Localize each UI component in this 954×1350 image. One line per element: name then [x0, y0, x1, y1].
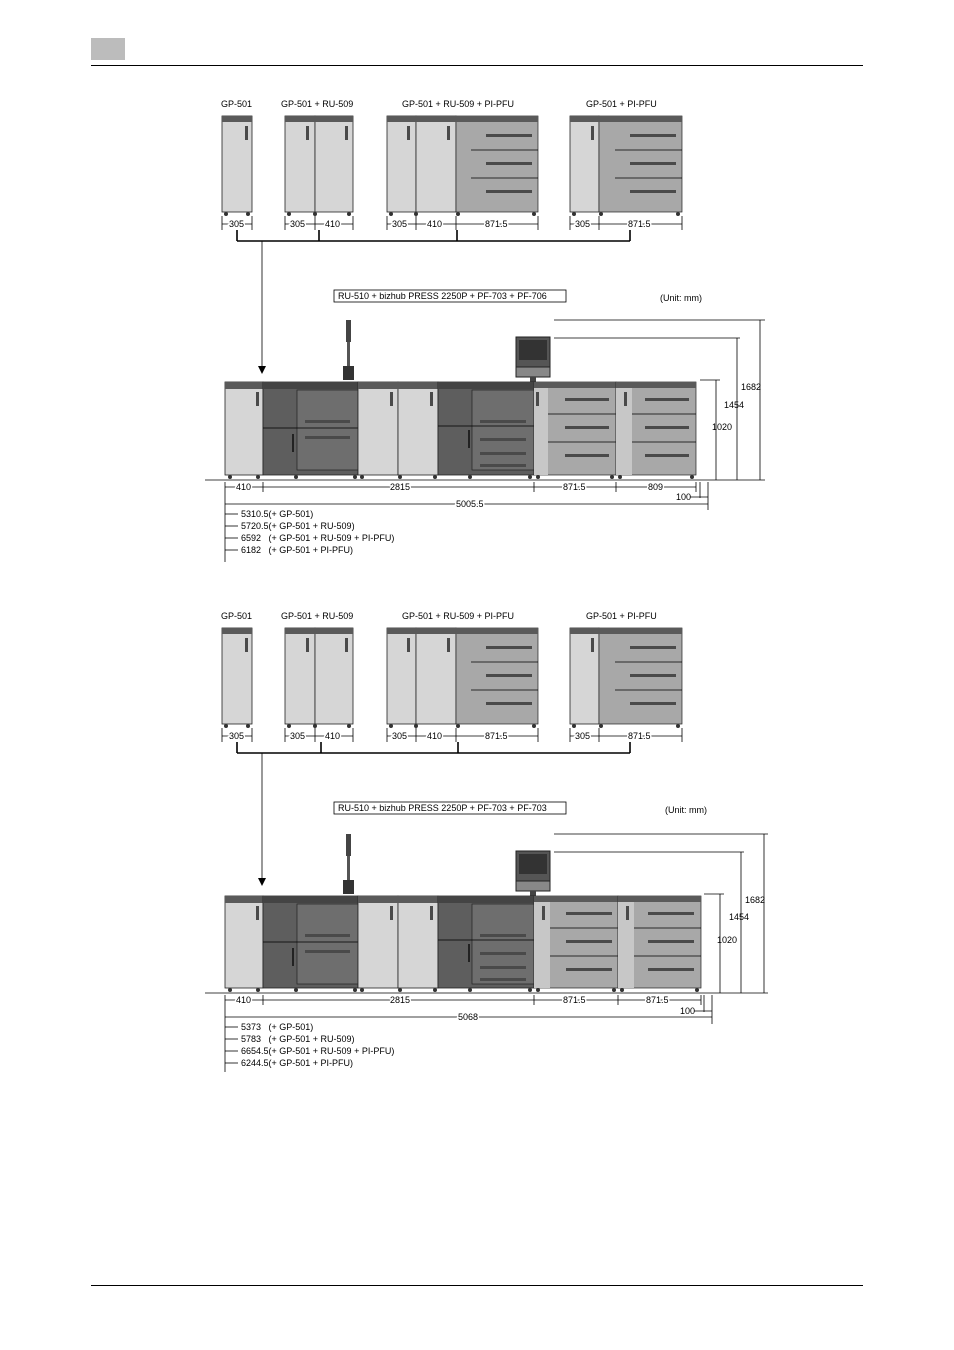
option-label-gp501-pipfu: GP-501 + PI-PFU [586, 99, 657, 109]
height-1020: 1020 [712, 422, 733, 432]
option-label-gp501-pipfu: GP-501 + PI-PFU [586, 611, 657, 621]
width-871-5-a: 871.5 [563, 995, 586, 1005]
option-label-gp501-ru509-pipfu: GP-501 + RU-509 + PI-PFU [402, 611, 515, 621]
height-1020: 1020 [717, 935, 738, 945]
width-100: 100 [676, 492, 692, 502]
width-2815: 2815 [390, 995, 411, 1005]
width-871-5: 871.5 [563, 482, 586, 492]
total-gp501-ru509: 5783 (+ GP-501 + RU-509) [241, 1034, 355, 1044]
opt2-dim-305: 305 [290, 219, 306, 229]
height-1454: 1454 [724, 400, 745, 410]
option-gp501-pipfu-units [570, 628, 682, 728]
option-label-gp501-ru509: GP-501 + RU-509 [281, 611, 354, 621]
total-arrows [225, 1027, 238, 1063]
option-gp501-unit [222, 116, 252, 216]
height-1682: 1682 [745, 895, 766, 905]
opt3-dim-410: 410 [427, 731, 443, 741]
width-410: 410 [236, 482, 252, 492]
option-gp501-ru509-pipfu-units [387, 628, 538, 728]
height-1682: 1682 [741, 382, 762, 392]
opt3-dim-410: 410 [427, 219, 443, 229]
option-gp501-ru509-units [285, 116, 353, 216]
option-gp501-unit [222, 628, 252, 728]
config-label: RU-510 + bizhub PRESS 2250P + PF-703 + PF-703 [338, 803, 547, 813]
opt4-dim-871-5: 871.5 [628, 731, 651, 741]
chapter-number-box [91, 38, 125, 60]
total-gp501: 5373 (+ GP-501) [241, 1022, 314, 1032]
opt4-dim-305: 305 [575, 219, 591, 229]
total-gp501-pipfu: 6182 (+ GP-501 + PI-PFU) [241, 545, 354, 555]
height-1454: 1454 [729, 912, 750, 922]
option-gp501-ru509-units [285, 628, 353, 728]
header-rule [91, 65, 863, 66]
option-label-gp501-ru509: GP-501 + RU-509 [281, 99, 354, 109]
width-871-5-b: 871.5 [646, 995, 669, 1005]
total-gp501-ru509-pipfu: 6592 (+ GP-501 + RU-509 + PI-PFU) [241, 533, 395, 543]
option-gp501-pipfu-units [570, 116, 682, 216]
total-width: 5068 [458, 1012, 479, 1022]
width-809: 809 [648, 482, 664, 492]
opt2-dim-410: 410 [325, 731, 341, 741]
opt3-dim-871-5: 871.5 [485, 219, 508, 229]
footer-rule [91, 1285, 863, 1286]
width-410: 410 [236, 995, 252, 1005]
total-gp501-ru509: 5720.5(+ GP-501 + RU-509) [241, 521, 355, 531]
total-gp501: 5310.5(+ GP-501) [241, 509, 314, 519]
layout-diagram-pf703 [0, 602, 954, 1082]
width-2815: 2815 [390, 482, 411, 492]
main-system-drawing [225, 834, 701, 992]
opt3-dim-305: 305 [392, 731, 408, 741]
opt2-dim-410: 410 [325, 219, 341, 229]
opt4-dim-305: 305 [575, 731, 591, 741]
opt3-dim-305: 305 [392, 219, 408, 229]
option-gp501-ru509-pipfu-units [387, 116, 538, 216]
total-width: 5005.5 [456, 499, 484, 509]
layout-diagram-pf706 [0, 90, 954, 570]
width-100: 100 [680, 1006, 696, 1016]
opt3-dim-871-5: 871.5 [485, 731, 508, 741]
total-gp501-ru509-pipfu: 6654.5(+ GP-501 + RU-509 + PI-PFU) [241, 1046, 395, 1056]
layout-diagram-svg [0, 602, 954, 1082]
total-gp501-pipfu: 6244.5(+ GP-501 + PI-PFU) [241, 1058, 354, 1068]
opt1-dim-305: 305 [229, 219, 245, 229]
opt2-dim-305: 305 [290, 731, 306, 741]
opt1-dim-305: 305 [229, 731, 245, 741]
opt4-dim-871-5: 871.5 [628, 219, 651, 229]
option-label-gp501-ru509-pipfu: GP-501 + RU-509 + PI-PFU [402, 99, 515, 109]
layout-diagram-svg [0, 90, 954, 570]
unit-label: (Unit: mm) [665, 805, 707, 815]
unit-label: (Unit: mm) [660, 293, 702, 303]
total-arrows [225, 514, 238, 550]
main-system-drawing [225, 320, 696, 479]
config-label: RU-510 + bizhub PRESS 2250P + PF-703 + PF-706 [338, 291, 547, 301]
option-label-gp501: GP-501 [221, 99, 253, 109]
option-label-gp501: GP-501 [221, 611, 253, 621]
